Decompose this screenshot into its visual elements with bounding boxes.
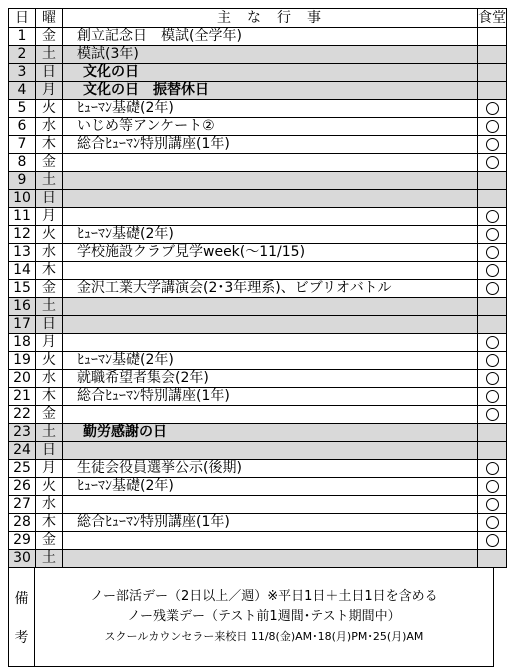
schedule-row bbox=[9, 172, 507, 190]
event-cell bbox=[63, 262, 478, 280]
schedule-row bbox=[9, 406, 507, 424]
day-cell: 10 bbox=[9, 190, 36, 208]
weekday-cell: 金 bbox=[36, 532, 63, 550]
header-row bbox=[9, 9, 507, 28]
weekday-cell: 金 bbox=[36, 280, 63, 298]
schedule-row bbox=[9, 424, 507, 442]
day-cell: 8 bbox=[9, 154, 36, 172]
schedule-row bbox=[9, 154, 507, 172]
cafeteria-cell bbox=[478, 370, 507, 388]
day-cell: 11 bbox=[9, 208, 36, 226]
cafeteria-cell bbox=[478, 172, 507, 190]
cafeteria-cell bbox=[478, 514, 507, 532]
event-cell: 生徒会役員選挙公示(後期) bbox=[63, 460, 478, 478]
cafeteria-open-icon bbox=[486, 372, 499, 385]
cafeteria-open-icon bbox=[486, 228, 499, 241]
event-cell bbox=[63, 334, 478, 352]
weekday-cell: 金 bbox=[36, 154, 63, 172]
cafeteria-open-icon bbox=[486, 246, 499, 259]
day-cell: 1 bbox=[9, 28, 36, 46]
event-cell bbox=[63, 316, 478, 334]
notes-section bbox=[8, 568, 494, 667]
schedule-row bbox=[9, 298, 507, 316]
day-cell: 4 bbox=[9, 82, 36, 100]
notes-label-bottom: 考 bbox=[14, 629, 29, 646]
event-cell: 勤労感謝の日 bbox=[63, 424, 478, 442]
weekday-cell: 金 bbox=[36, 28, 63, 46]
schedule-row bbox=[9, 370, 507, 388]
cafeteria-cell bbox=[478, 64, 507, 82]
cafeteria-cell bbox=[478, 280, 507, 298]
schedule-row bbox=[9, 46, 507, 64]
event-cell bbox=[63, 550, 478, 568]
schedule-row bbox=[9, 226, 507, 244]
schedule-row bbox=[9, 136, 507, 154]
cafeteria-cell bbox=[478, 316, 507, 334]
weekday-cell: 月 bbox=[36, 82, 63, 100]
schedule-row bbox=[9, 388, 507, 406]
day-cell: 17 bbox=[9, 316, 36, 334]
event-cell: ﾋｭｰﾏﾝ基礎(2年) bbox=[63, 478, 478, 496]
cafeteria-cell bbox=[478, 190, 507, 208]
day-cell: 5 bbox=[9, 100, 36, 118]
event-cell bbox=[63, 406, 478, 424]
day-cell: 13 bbox=[9, 244, 36, 262]
note-counselor-visit: スクールカウンセラー来校日 11/8(金)AM･18(月)PM･25(月)AM bbox=[104, 630, 424, 643]
notes-body bbox=[35, 568, 493, 666]
schedule-row bbox=[9, 118, 507, 136]
schedule-row bbox=[9, 514, 507, 532]
cafeteria-cell bbox=[478, 388, 507, 406]
schedule-row bbox=[9, 244, 507, 262]
day-cell: 26 bbox=[9, 478, 36, 496]
event-cell bbox=[63, 532, 478, 550]
schedule-row bbox=[9, 550, 507, 568]
weekday-cell: 火 bbox=[36, 352, 63, 370]
event-cell: ﾋｭｰﾏﾝ基礎(2年) bbox=[63, 226, 478, 244]
day-cell: 25 bbox=[9, 460, 36, 478]
day-cell: 29 bbox=[9, 532, 36, 550]
cafeteria-cell bbox=[478, 82, 507, 100]
weekday-cell: 土 bbox=[36, 172, 63, 190]
weekday-cell: 土 bbox=[36, 550, 63, 568]
cafeteria-open-icon bbox=[486, 210, 499, 223]
cafeteria-open-icon bbox=[486, 498, 499, 511]
day-cell: 2 bbox=[9, 46, 36, 64]
cafeteria-cell bbox=[478, 406, 507, 424]
cafeteria-cell bbox=[478, 532, 507, 550]
day-cell: 18 bbox=[9, 334, 36, 352]
cafeteria-cell bbox=[478, 424, 507, 442]
cafeteria-cell bbox=[478, 136, 507, 154]
weekday-cell: 木 bbox=[36, 388, 63, 406]
cafeteria-open-icon bbox=[486, 102, 499, 115]
cafeteria-open-icon bbox=[486, 390, 499, 403]
cafeteria-cell bbox=[478, 244, 507, 262]
cafeteria-open-icon bbox=[486, 516, 499, 529]
cafeteria-open-icon bbox=[486, 462, 499, 475]
cafeteria-open-icon bbox=[486, 282, 499, 295]
day-cell: 7 bbox=[9, 136, 36, 154]
cafeteria-open-icon bbox=[486, 354, 499, 367]
schedule-row bbox=[9, 442, 507, 460]
weekday-cell: 木 bbox=[36, 262, 63, 280]
day-cell: 21 bbox=[9, 388, 36, 406]
schedule-row bbox=[9, 460, 507, 478]
day-cell: 19 bbox=[9, 352, 36, 370]
header-events: 主な行事 bbox=[63, 9, 478, 28]
cafeteria-cell bbox=[478, 496, 507, 514]
weekday-cell: 火 bbox=[36, 478, 63, 496]
weekday-cell: 日 bbox=[36, 316, 63, 334]
cafeteria-cell bbox=[478, 118, 507, 136]
header-cafeteria: 食堂 bbox=[478, 9, 506, 26]
event-cell bbox=[63, 442, 478, 460]
cafeteria-open-icon bbox=[486, 480, 499, 493]
day-cell: 24 bbox=[9, 442, 36, 460]
header-day: 日 bbox=[9, 9, 36, 28]
event-cell: いじめ等アンケート② bbox=[63, 118, 478, 136]
day-cell: 30 bbox=[9, 550, 36, 568]
cafeteria-open-icon bbox=[486, 120, 499, 133]
cafeteria-cell bbox=[478, 208, 507, 226]
cafeteria-cell bbox=[478, 460, 507, 478]
schedule-row bbox=[9, 190, 507, 208]
note-no-club-day: ノー部活デー（2日以上／週）※平日1日＋土日1日を含める bbox=[90, 589, 438, 604]
event-cell bbox=[63, 154, 478, 172]
day-cell: 3 bbox=[9, 64, 36, 82]
day-cell: 22 bbox=[9, 406, 36, 424]
day-cell: 23 bbox=[9, 424, 36, 442]
weekday-cell: 水 bbox=[36, 370, 63, 388]
day-cell: 27 bbox=[9, 496, 36, 514]
schedule-row bbox=[9, 316, 507, 334]
cafeteria-cell bbox=[478, 550, 507, 568]
event-cell bbox=[63, 208, 478, 226]
schedule-row bbox=[9, 532, 507, 550]
weekday-cell: 水 bbox=[36, 118, 63, 136]
cafeteria-cell bbox=[478, 334, 507, 352]
schedule-row bbox=[9, 334, 507, 352]
event-cell: ﾋｭｰﾏﾝ基礎(2年) bbox=[63, 100, 478, 118]
day-cell: 15 bbox=[9, 280, 36, 298]
weekday-cell: 土 bbox=[36, 46, 63, 64]
schedule-row bbox=[9, 208, 507, 226]
weekday-cell: 月 bbox=[36, 334, 63, 352]
weekday-cell: 月 bbox=[36, 460, 63, 478]
event-cell bbox=[63, 496, 478, 514]
weekday-cell: 火 bbox=[36, 226, 63, 244]
event-cell: 模試(3年) bbox=[63, 46, 478, 64]
event-cell: 金沢工業大学講演会(2･3年理系)、ビブリオバトル bbox=[63, 280, 478, 298]
cafeteria-cell bbox=[478, 46, 507, 64]
cafeteria-open-icon bbox=[486, 138, 499, 151]
cafeteria-open-icon bbox=[486, 408, 499, 421]
cafeteria-cell bbox=[478, 100, 507, 118]
event-cell: 文化の日 bbox=[63, 64, 478, 82]
cafeteria-cell bbox=[478, 478, 507, 496]
note-no-overtime-day: ノー残業デー（テスト前1週間･テスト期間中） bbox=[127, 609, 401, 624]
day-cell: 28 bbox=[9, 514, 36, 532]
day-cell: 14 bbox=[9, 262, 36, 280]
header-weekday: 曜 bbox=[36, 9, 63, 28]
weekday-cell: 日 bbox=[36, 442, 63, 460]
weekday-cell: 日 bbox=[36, 190, 63, 208]
weekday-cell: 土 bbox=[36, 298, 63, 316]
cafeteria-open-icon bbox=[486, 264, 499, 277]
schedule-row bbox=[9, 100, 507, 118]
weekday-cell: 火 bbox=[36, 100, 63, 118]
day-cell: 9 bbox=[9, 172, 36, 190]
event-cell: 就職希望者集会(2年) bbox=[63, 370, 478, 388]
day-cell: 16 bbox=[9, 298, 36, 316]
weekday-cell: 月 bbox=[36, 208, 63, 226]
cafeteria-open-icon bbox=[486, 156, 499, 169]
schedule-row bbox=[9, 352, 507, 370]
event-cell bbox=[63, 190, 478, 208]
cafeteria-cell bbox=[478, 226, 507, 244]
cafeteria-open-icon bbox=[486, 336, 499, 349]
schedule-sheet bbox=[8, 8, 506, 667]
schedule-row bbox=[9, 262, 507, 280]
schedule-row bbox=[9, 496, 507, 514]
event-cell: 創立記念日 模試(全学年) bbox=[63, 28, 478, 46]
schedule-row bbox=[9, 28, 507, 46]
event-cell: 総合ﾋｭｰﾏﾝ特別講座(1年) bbox=[63, 136, 478, 154]
weekday-cell: 水 bbox=[36, 496, 63, 514]
cafeteria-open-icon bbox=[486, 534, 499, 547]
cafeteria-cell bbox=[478, 28, 507, 46]
notes-label bbox=[9, 568, 35, 666]
day-cell: 12 bbox=[9, 226, 36, 244]
day-cell: 6 bbox=[9, 118, 36, 136]
event-cell: 学校施設クラブ見学week(～11/15) bbox=[63, 244, 478, 262]
weekday-cell: 日 bbox=[36, 64, 63, 82]
weekday-cell: 木 bbox=[36, 514, 63, 532]
event-cell bbox=[63, 298, 478, 316]
cafeteria-cell bbox=[478, 442, 507, 460]
weekday-cell: 木 bbox=[36, 136, 63, 154]
schedule-table bbox=[8, 8, 507, 568]
cafeteria-cell bbox=[478, 154, 507, 172]
event-cell: 総合ﾋｭｰﾏﾝ特別講座(1年) bbox=[63, 514, 478, 532]
event-cell: 総合ﾋｭｰﾏﾝ特別講座(1年) bbox=[63, 388, 478, 406]
event-cell bbox=[63, 172, 478, 190]
weekday-cell: 水 bbox=[36, 244, 63, 262]
cafeteria-cell bbox=[478, 298, 507, 316]
weekday-cell: 土 bbox=[36, 424, 63, 442]
weekday-cell: 金 bbox=[36, 406, 63, 424]
cafeteria-cell bbox=[478, 262, 507, 280]
event-cell: 文化の日 振替休日 bbox=[63, 82, 478, 100]
cafeteria-cell bbox=[478, 352, 507, 370]
schedule-row bbox=[9, 280, 507, 298]
day-cell: 20 bbox=[9, 370, 36, 388]
schedule-row bbox=[9, 64, 507, 82]
notes-label-top: 備 bbox=[14, 590, 29, 607]
event-cell: ﾋｭｰﾏﾝ基礎(2年) bbox=[63, 352, 478, 370]
schedule-row bbox=[9, 478, 507, 496]
schedule-row bbox=[9, 82, 507, 100]
